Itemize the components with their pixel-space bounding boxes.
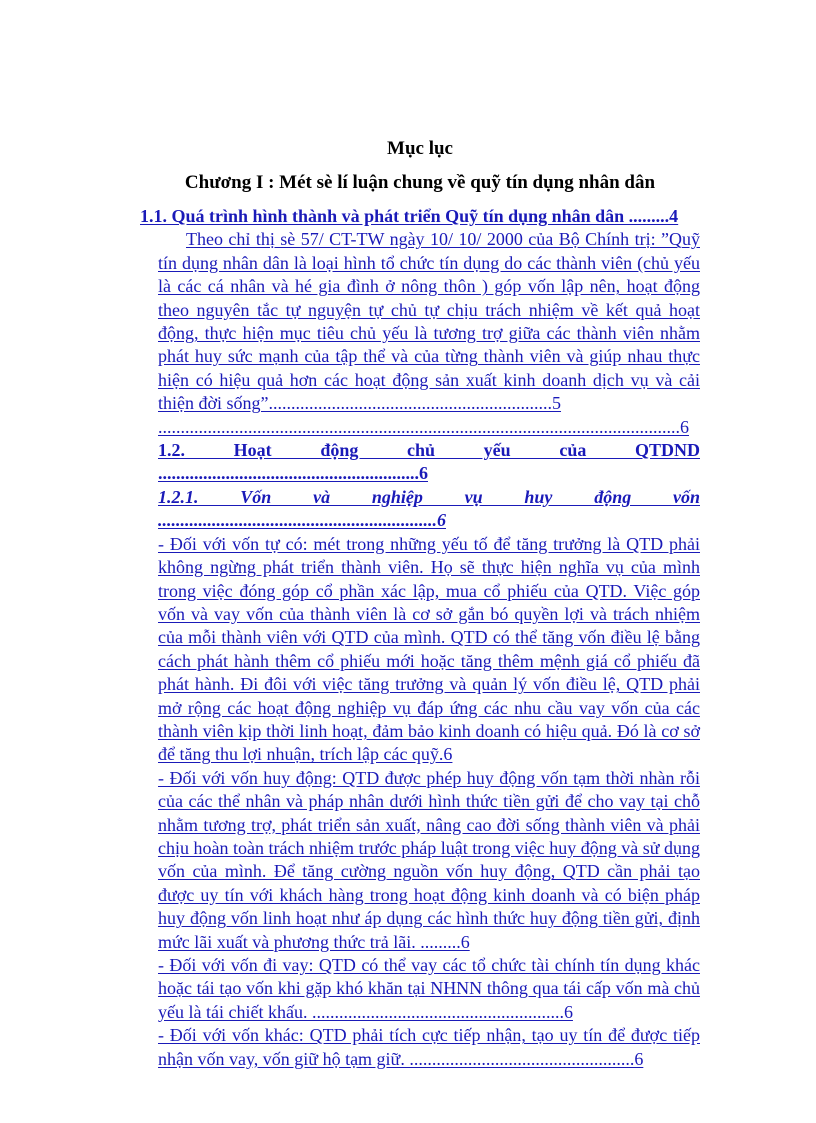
- toc-entry-quote[interactable]: Theo chỉ thị sè 57/ CT-TW ngày 10/ 10/ 2000 của Bộ Chính trị: ”Quỹ tín dụng nhân dân là loại hình tổ chức tín dụng do các thành viên (chủ yếu là các cá nhân và hé gia đình ở nông thôn ) góp vốn lập nên, hoạt động theo nguyên tắc tự nguyện tự chủ tự chịu trách nhiệm về kết quả hoạt động, thực hiện mục tiêu chủ yếu là tương trợ giữa các thành viên nhằm phát huy sức mạnh của tập thể và của từng thành viên và giúp nhau thực hiện có hiệu quả hơn các hoạt động sản xuất kinh doanh dịch vụ và cải thiện đời sống”...............................................................5: [158, 229, 700, 414]
- toc-entry-1-2[interactable]: 1.2. Hoạt động chủ yếu của QTDND ..........................................................6: [158, 440, 700, 484]
- page-title: Mục lục: [387, 138, 453, 159]
- toc-entry-von-huy-dong[interactable]: - Đối với vốn huy động: QTD được phép huy động vốn tạm thời nhàn rỗi của các thể nhân và pháp nhân dưới hình thức tiền gửi để cho vay tại chỗ nhằm tương trợ, phát triển sản xuất, nâng cao đời sống thành viên và phải chịu hoàn toàn trách nhiệm trước pháp luật trong việc huy động và sử dụng vốn của mình. Để tăng cường nguồn vốn huy động, QTD cần phải tạo được uy tín với khách hàng trong hoạt động kinh doanh và có biện pháp huy động vốn linh hoạt như áp dụng các hình thức huy động tiền gửi, định mức lãi xuất và phương thức trả lãi. .........6: [158, 767, 700, 952]
- chapter-heading: Chương I : Mét sè lí luận chung về quỹ tín dụng nhân dân: [184, 172, 656, 193]
- table-of-contents: [140, 205, 700, 1071]
- toc-entry-1-1[interactable]: 1.1. Quá trình hình thành và phát triển Quỹ tín dụng nhân dân .........4: [140, 206, 679, 226]
- toc-entry-dots[interactable]: ....................................................................................................................6: [158, 416, 689, 437]
- toc-entry-von-tu-co[interactable]: - Đối với vốn tự có: mét trong những yếu tố để tăng trưởng là QTD phải không ngừng phát triển thành viên. Họ sẽ thực hiện nghĩa vụ của mình trong việc đóng góp cổ phần xác lập, mua cổ phiếu của QTD. Việc góp vốn và vay vốn của thành viên là cơ sở gắn bó quyền lợi và trách nhiệm của mỗi thành viên với QTD của mình. QTD có thể tăng vốn điều lệ bằng cách phát hành thêm cổ phiếu mới hoặc tăng thêm mệnh giá cổ phiếu đã phát hành. Đi đôi với việc tăng trưởng và quản lý vốn điều lệ, QTD phải mở rộng các hoạt động nghiệp vụ đáp ứng các nhu cầu vay vốn của các thành viên kịp thời linh hoạt, đảm bảo kinh doanh có hiệu quả. Đó là cơ sở để tăng thu lợi nhuận, trích lập các quỹ.6: [158, 533, 700, 765]
- toc-entry-1-2-1[interactable]: 1.2.1. Vốn và nghiệp vụ huy động vốn ..............................................................6: [158, 486, 700, 531]
- toc-entry-von-di-vay[interactable]: - Đối với vốn đi vay: QTD có thể vay các tổ chức tài chính tín dụng khác hoặc tái tạo vốn khi gặp khó khăn tại NHNN thông qua tái cấp vốn mà chủ yếu là tái chiết khấu. ........................................................6: [158, 955, 700, 1022]
- toc-entry-von-khac[interactable]: - Đối với vốn khác: QTD phải tích cực tiếp nhận, tạo uy tín để được tiếp nhận vốn vay, vốn giữ hộ tạm giữ. ..................................................6: [158, 1025, 700, 1069]
